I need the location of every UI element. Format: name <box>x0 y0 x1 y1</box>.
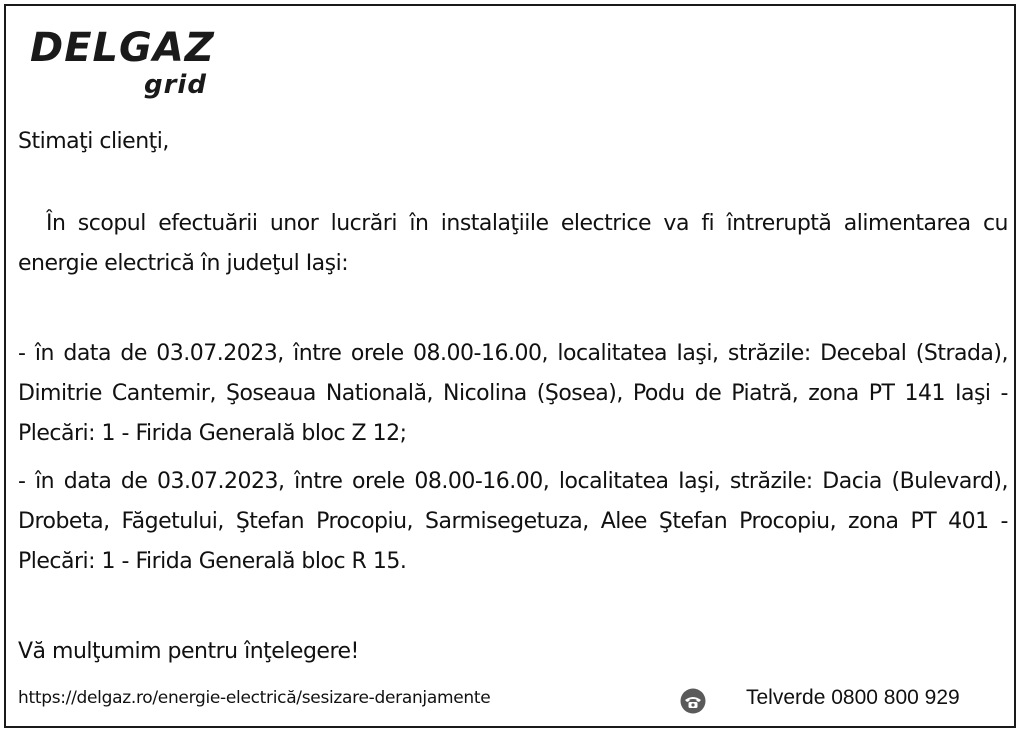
telephone-icon <box>680 688 706 714</box>
intro-paragraph: În scopul efectuării unor lucrări în instalaţiile electrice va fi întreruptă alimentarea cu energie electrică în judeţul Iaşi: <box>18 211 1008 276</box>
logo-sub-text: grid <box>144 70 207 100</box>
logo-main-text: DELGAZ <box>30 25 215 71</box>
delgaz-grid-logo <box>30 24 230 104</box>
closing-line: Vă mulţumim pentru înţelegere! <box>18 639 359 664</box>
hotline-number[interactable]: Telverde 0800 800 929 <box>746 686 960 709</box>
footer-url-link[interactable]: https://delgaz.ro/energie-electrică/sesizare-deranjamente <box>18 688 491 708</box>
outage-item-2: - în data de 03.07.2023, între orele 08.00-16.00, localitatea Iaşi, străzile: Dacia (Bulevard), Drobeta, Făgetului, Ştefan Procopiu, Sarmisegetuza, Alee Ştefan Procopiu, zona PT 401 - Plecări: 1 - Firida Generală bloc R 15. <box>18 469 1008 574</box>
outage-item-1: - în data de 03.07.2023, între orele 08.00-16.00, localitatea Iaşi, străzile: Decebal (Strada), Dimitrie Cantemir, Şoseaua Natională, Nicolina (Şosea), Podu de Piatră, zona PT 141 Iaşi - Plecări: 1 - Firida Generală bloc Z 12; <box>18 341 1008 446</box>
greeting: Stimaţi clienţi, <box>18 129 169 154</box>
